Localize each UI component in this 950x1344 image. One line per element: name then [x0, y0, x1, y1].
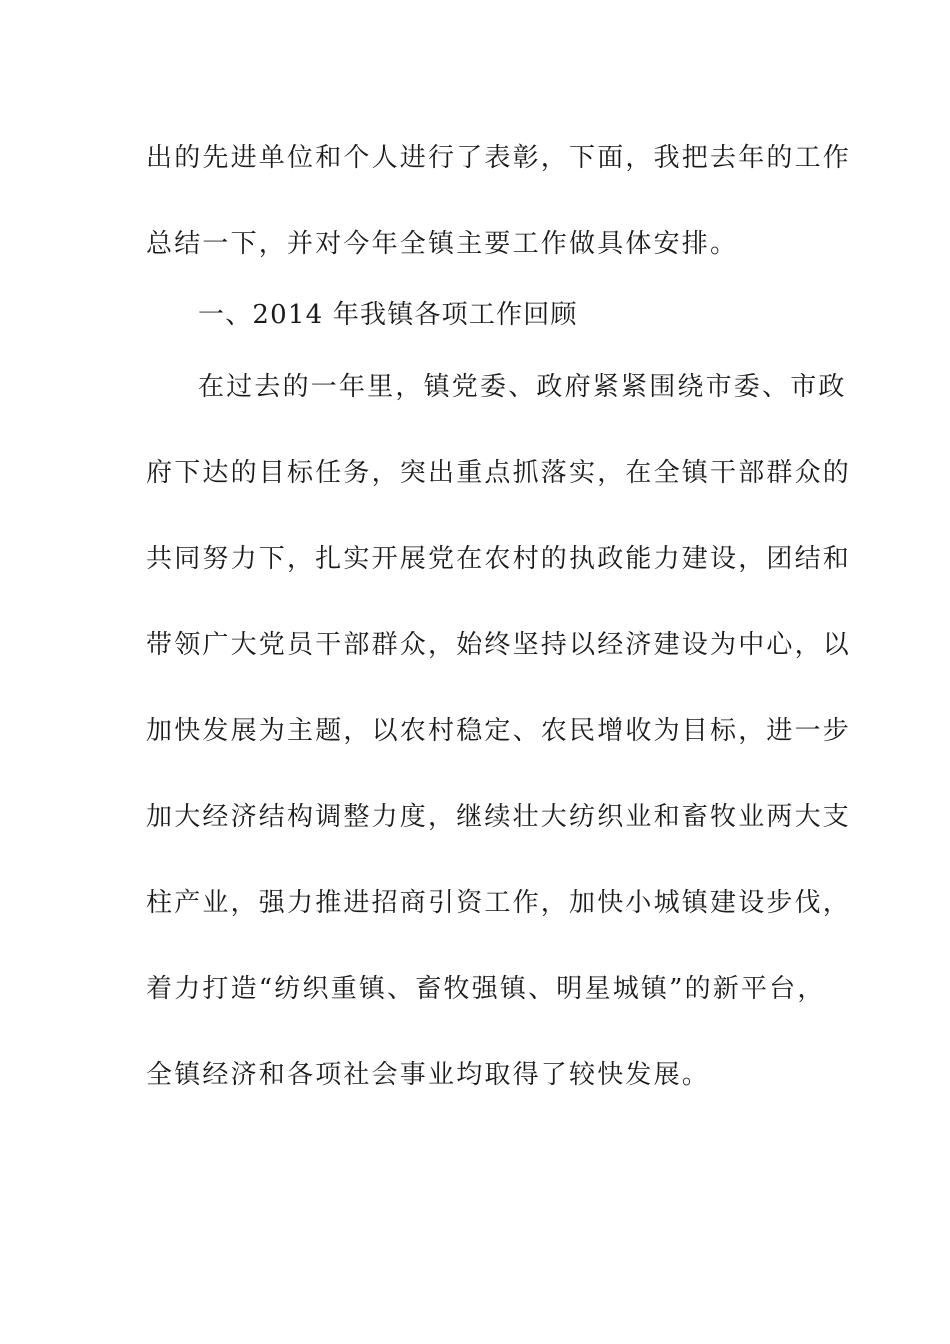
paragraph-line: 着力打造“纺织重镇、畜牧强镇、明星城镇”的新平台， [146, 974, 826, 1004]
section-heading: 一、2014 年我镇各项工作回顾 [198, 300, 578, 330]
paragraph-line: 在过去的一年里，镇党委、政府紧紧围绕市委、市政 [198, 372, 847, 402]
paragraph-line: 全镇经济和各项社会事业均取得了较快发展。 [146, 1060, 711, 1090]
paragraph-line: 加大经济结构调整力度，继续壮大纺织业和畜牧业两大支 [146, 802, 852, 832]
paragraph-line: 府下达的目标任务，突出重点抓落实，在全镇干部群众的 [146, 458, 852, 488]
paragraph-line: 总结一下，并对今年全镇主要工作做具体安排。 [146, 229, 739, 259]
paragraph-line: 带领广大党员干部群众，始终坚持以经济建设为中心，以 [146, 630, 852, 660]
paragraph-line: 加快发展为主题，以农村稳定、农民增收为目标，进一步 [146, 716, 852, 746]
paragraph-line: 柱产业，强力推进招商引资工作，加快小城镇建设步伐， [146, 888, 852, 918]
paragraph-line: 共同努力下，扎实开展党在农村的执政能力建设，团结和 [146, 544, 852, 574]
paragraph-line: 出的先进单位和个人进行了表彰，下面，我把去年的工作 [146, 143, 852, 173]
